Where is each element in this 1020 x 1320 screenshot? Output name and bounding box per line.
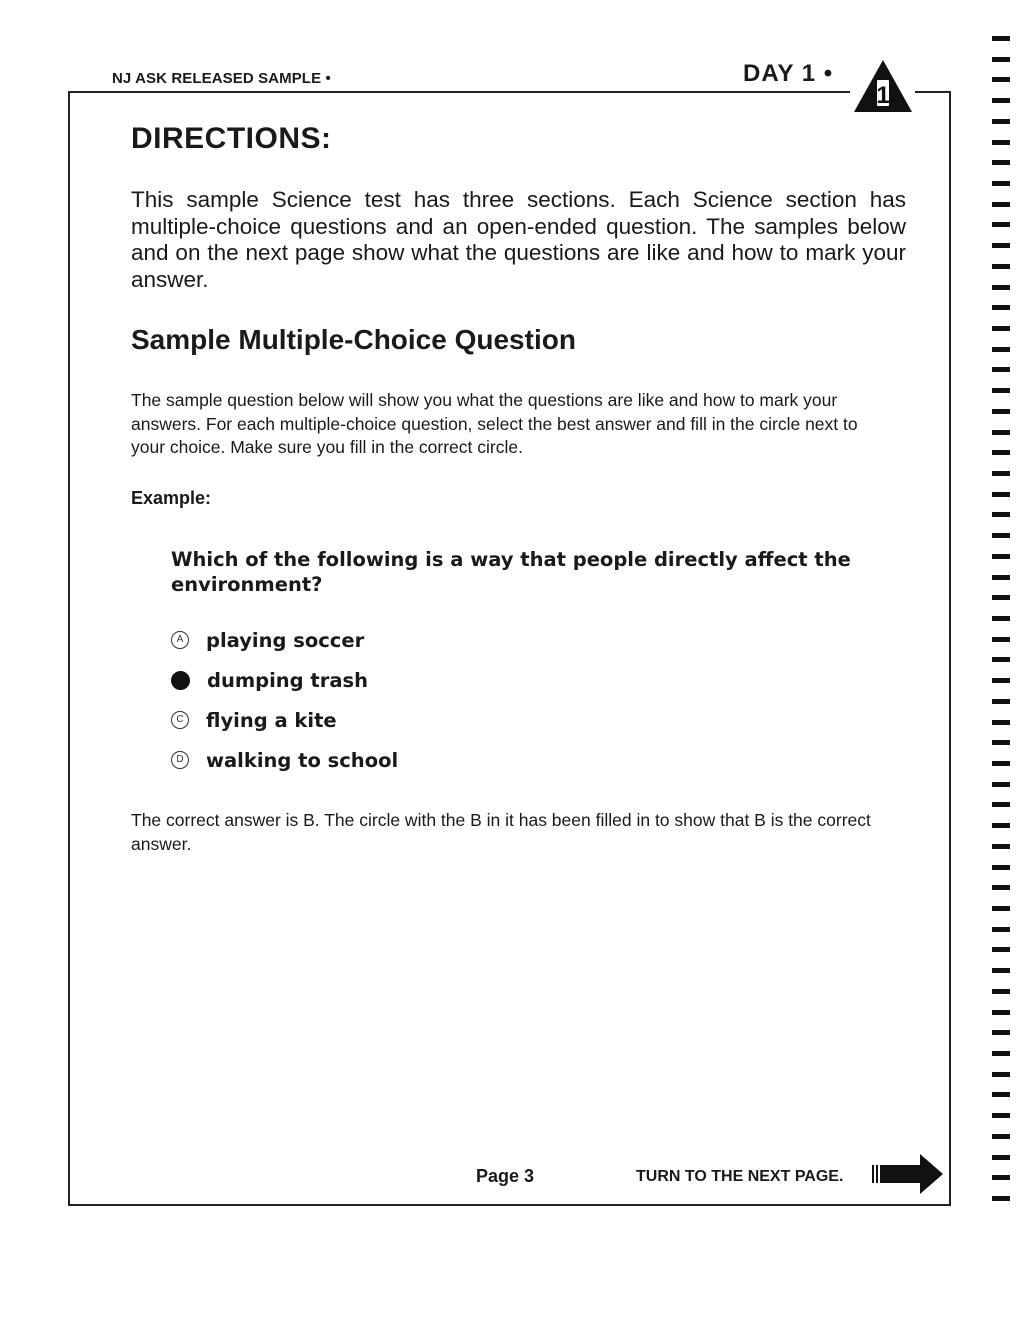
timing-mark <box>992 616 1010 621</box>
timing-mark <box>992 367 1010 372</box>
timing-mark <box>992 471 1010 476</box>
timing-mark <box>992 720 1010 725</box>
timing-mark <box>992 347 1010 352</box>
timing-mark <box>992 1113 1010 1118</box>
timing-mark <box>992 533 1010 538</box>
timing-mark <box>992 98 1010 103</box>
timing-mark <box>992 305 1010 310</box>
timing-mark <box>992 326 1010 331</box>
timing-mark <box>992 388 1010 393</box>
timing-mark <box>992 947 1010 952</box>
timing-mark <box>992 1051 1010 1056</box>
timing-mark <box>992 637 1010 642</box>
answer-bubble-c[interactable]: C <box>171 711 189 729</box>
timing-mark <box>992 1030 1010 1035</box>
timing-mark <box>992 430 1010 435</box>
timing-mark <box>992 409 1010 414</box>
timing-mark <box>992 740 1010 745</box>
timing-mark <box>992 575 1010 580</box>
next-page-arrow-icon <box>872 1152 944 1196</box>
section-number: 1 <box>876 82 890 109</box>
timing-mark <box>992 222 1010 227</box>
timing-mark <box>992 202 1010 207</box>
timing-mark <box>992 761 1010 766</box>
timing-mark <box>992 782 1010 787</box>
timing-mark <box>992 865 1010 870</box>
directions-title: DIRECTIONS: <box>131 122 332 155</box>
timing-mark <box>992 285 1010 290</box>
timing-mark <box>992 181 1010 186</box>
directions-intro: This sample Science test has three sections. Each Science section has multiple-choice questions and an open-ended question. The samples below and on the next page show what the questions are like and how to mark your answer. <box>131 187 906 292</box>
answer-choice-c[interactable] <box>171 707 337 733</box>
timing-mark <box>992 699 1010 704</box>
timing-mark <box>992 989 1010 994</box>
timing-mark <box>992 57 1010 62</box>
timing-mark <box>992 885 1010 890</box>
timing-mark <box>992 657 1010 662</box>
timing-mark <box>992 823 1010 828</box>
question-stem: Which of the following is a way that people directly affect the environment? <box>171 548 851 596</box>
choice-text-d: walking to school <box>206 748 399 772</box>
answer-choice-b[interactable] <box>171 667 368 693</box>
timing-mark <box>992 140 1010 145</box>
timing-mark <box>992 492 1010 497</box>
timing-mark <box>992 1092 1010 1097</box>
timing-mark <box>992 512 1010 517</box>
timing-mark <box>992 1196 1010 1201</box>
answer-bubble-d[interactable]: D <box>171 751 189 769</box>
timing-mark <box>992 802 1010 807</box>
answer-choice-d[interactable] <box>171 747 398 773</box>
timing-mark <box>992 243 1010 248</box>
answer-choice-a[interactable] <box>171 627 364 653</box>
choice-text-a: playing soccer <box>206 628 365 652</box>
timing-mark <box>992 450 1010 455</box>
choice-text-c: flying a kite <box>206 708 337 732</box>
timing-marks <box>992 36 1012 1206</box>
timing-mark <box>992 36 1010 41</box>
answer-bubble-b-filled[interactable] <box>171 671 190 690</box>
timing-mark <box>992 678 1010 683</box>
timing-mark <box>992 264 1010 269</box>
timing-mark <box>992 1072 1010 1077</box>
day-label: DAY 1 • <box>743 60 834 87</box>
sample-instructions: The sample question below will show you what the questions are like and how to mark your answers. For each multiple-choice question, select the best answer and fill in the circle next to your choice. Make sure you fill in the correct circle. <box>131 390 858 457</box>
timing-mark <box>992 595 1010 600</box>
timing-mark <box>992 906 1010 911</box>
answer-explanation: The correct answer is B. The circle with the B in it has been filled in to show that B is the correct answer. <box>131 810 871 854</box>
header-label: NJ ASK RELEASED SAMPLE • <box>112 70 331 87</box>
answer-bubble-a[interactable]: A <box>171 631 189 649</box>
example-label: Example: <box>131 488 212 508</box>
timing-mark <box>992 77 1010 82</box>
timing-mark <box>992 119 1010 124</box>
timing-mark <box>992 1010 1010 1015</box>
timing-mark <box>992 844 1010 849</box>
turn-page-label: TURN TO THE NEXT PAGE. <box>636 1168 844 1185</box>
timing-mark <box>992 160 1010 165</box>
page-number: Page 3 <box>476 1166 535 1186</box>
timing-mark <box>992 1155 1010 1160</box>
timing-mark <box>992 927 1010 932</box>
timing-mark <box>992 554 1010 559</box>
sample-title: Sample Multiple-Choice Question <box>131 324 576 355</box>
timing-mark <box>992 1175 1010 1180</box>
timing-mark <box>992 1134 1010 1139</box>
choice-text-b: dumping trash <box>207 668 369 692</box>
timing-mark <box>992 968 1010 973</box>
